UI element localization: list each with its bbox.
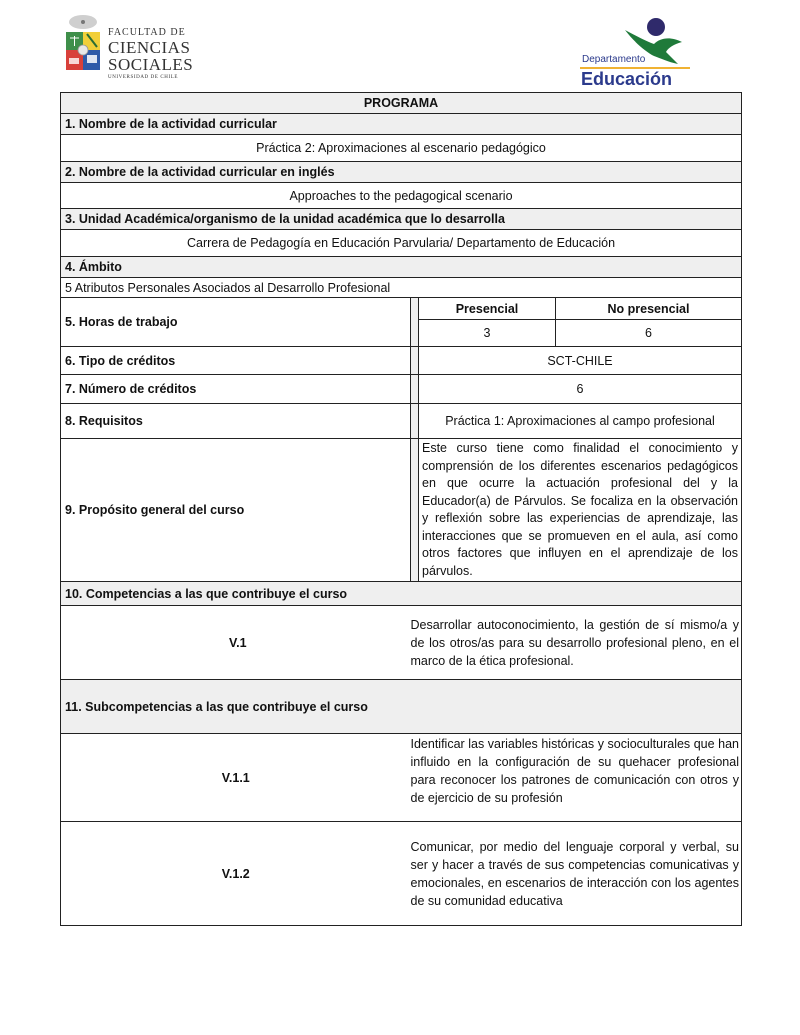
- section-9-label: 9. Propósito general del curso: [61, 439, 411, 582]
- section-7-spacer: [411, 375, 419, 404]
- subcompetency-row: [61, 734, 742, 822]
- section-1-header-row: [61, 114, 742, 135]
- section-5-spacer: [411, 298, 419, 347]
- section-1-value: Práctica 2: Aproximaciones al escenario pedagógico: [61, 135, 742, 162]
- section-9-spacer: [411, 439, 419, 582]
- section-4-value: 5 Atributos Personales Asociados al Desarrollo Profesional: [61, 278, 742, 298]
- section-9-value: Este curso tiene como finalidad el conocimiento y comprensión de los diferentes escenarios pedagógicos en que ocurre la actuación profesional del y la Educador(a) de Párvulos. Se focaliza en la observación y reflexión sobre las experiencias de aprendizaje, las interacciones que se promueven en el aula, así como otros factores que influyen en el aprendizaje de los párvulos.: [419, 439, 742, 582]
- section-4-value-row: [61, 278, 742, 298]
- hours-presencial-value: 3: [419, 320, 556, 347]
- section-2-value-row: [61, 183, 742, 209]
- hours-presencial-header: Presencial: [419, 298, 556, 320]
- section-8-value: Práctica 1: Aproximaciones al campo profesional: [419, 404, 742, 439]
- section-1-value-row: [61, 135, 742, 162]
- section-10-label: 10. Competencias a las que contribuye el curso: [61, 582, 742, 606]
- subcompetency-code: V.1.2: [61, 822, 411, 926]
- section-10-header-row: [61, 582, 742, 606]
- section-8-row: [61, 404, 742, 439]
- section-3-label: 3. Unidad Académica/organismo de la unidad académica que lo desarrolla: [61, 209, 742, 230]
- faculty-line-1: FACULTAD DE: [108, 27, 186, 38]
- subcompetency-text: Comunicar, por medio del lenguaje corporal y verbal, su ser y hacer a través de sus competencias comunicativas y emocionales, en escenarios de interacción con los agentes de su comunidad educativa: [411, 822, 742, 926]
- program-title: PROGRAMA: [61, 93, 742, 114]
- section-11-label: 11. Subcompetencias a las que contribuye el curso: [61, 680, 742, 734]
- section-2-header-row: [61, 162, 742, 183]
- departamento-label: Departamento: [582, 54, 646, 65]
- section-4-header-row: [61, 257, 742, 278]
- faculty-line-3: SOCIALES: [108, 55, 194, 74]
- section-3-value-row: [61, 230, 742, 257]
- subcompetency-text: Identificar las variables históricas y socioculturales que han influido en la configuración de su quehacer profesional para reconocer los patrones de comunicación con otros y de ejercicio de su profesión: [411, 734, 742, 822]
- hours-no-presencial-header: No presencial: [556, 298, 742, 320]
- section-2-label: 2. Nombre de la actividad curricular en inglés: [61, 162, 742, 183]
- section-5-label: 5. Horas de trabajo: [61, 298, 411, 347]
- section-1-label: 1. Nombre de la actividad curricular: [61, 114, 742, 135]
- facultad-ciencias-sociales-logo: [64, 14, 194, 80]
- section-8-spacer: [411, 404, 419, 439]
- section-3-value: Carrera de Pedagogía en Educación Parvularia/ Departamento de Educación: [61, 230, 742, 257]
- competency-code: V.1: [61, 606, 411, 680]
- section-6-label: 6. Tipo de créditos: [61, 347, 411, 375]
- competency-row: [61, 606, 742, 680]
- faculty-line-2: CIENCIAS: [108, 38, 191, 57]
- section-6-row: [61, 347, 742, 375]
- section-7-label: 7. Número de créditos: [61, 375, 411, 404]
- faculty-name: [108, 28, 193, 80]
- section-6-value: SCT-CHILE: [419, 347, 742, 375]
- section-2-value: Approaches to the pedagogical scenario: [61, 183, 742, 209]
- section-6-spacer: [411, 347, 419, 375]
- section-8-label: 8. Requisitos: [61, 404, 411, 439]
- program-title-row: [61, 93, 742, 114]
- subcompetency-row: [61, 822, 742, 926]
- section-7-row: [61, 375, 742, 404]
- section-4-label: 4. Ámbito: [61, 257, 742, 278]
- university-crest-icon: [64, 14, 102, 80]
- educacion-label: Educación: [581, 69, 673, 89]
- section-9-row: [61, 439, 742, 582]
- subcompetency-code: V.1.1: [61, 734, 411, 822]
- program-table: [60, 92, 742, 926]
- hours-no-presencial-value: 6: [556, 320, 742, 347]
- section-5-row-a: [61, 298, 742, 320]
- faculty-line-4: UNIVERSIDAD DE CHILE: [108, 75, 179, 80]
- section-7-value: 6: [419, 375, 742, 404]
- section-3-header-row: [61, 209, 742, 230]
- section-11-header-row: [61, 680, 742, 734]
- departamento-educacion-logo: [580, 16, 690, 88]
- competency-text: Desarrollar autoconocimiento, la gestión de sí mismo/a y de los otros/as para su desarrollo profesional pleno, en el marco de la ética profesional.: [411, 606, 742, 680]
